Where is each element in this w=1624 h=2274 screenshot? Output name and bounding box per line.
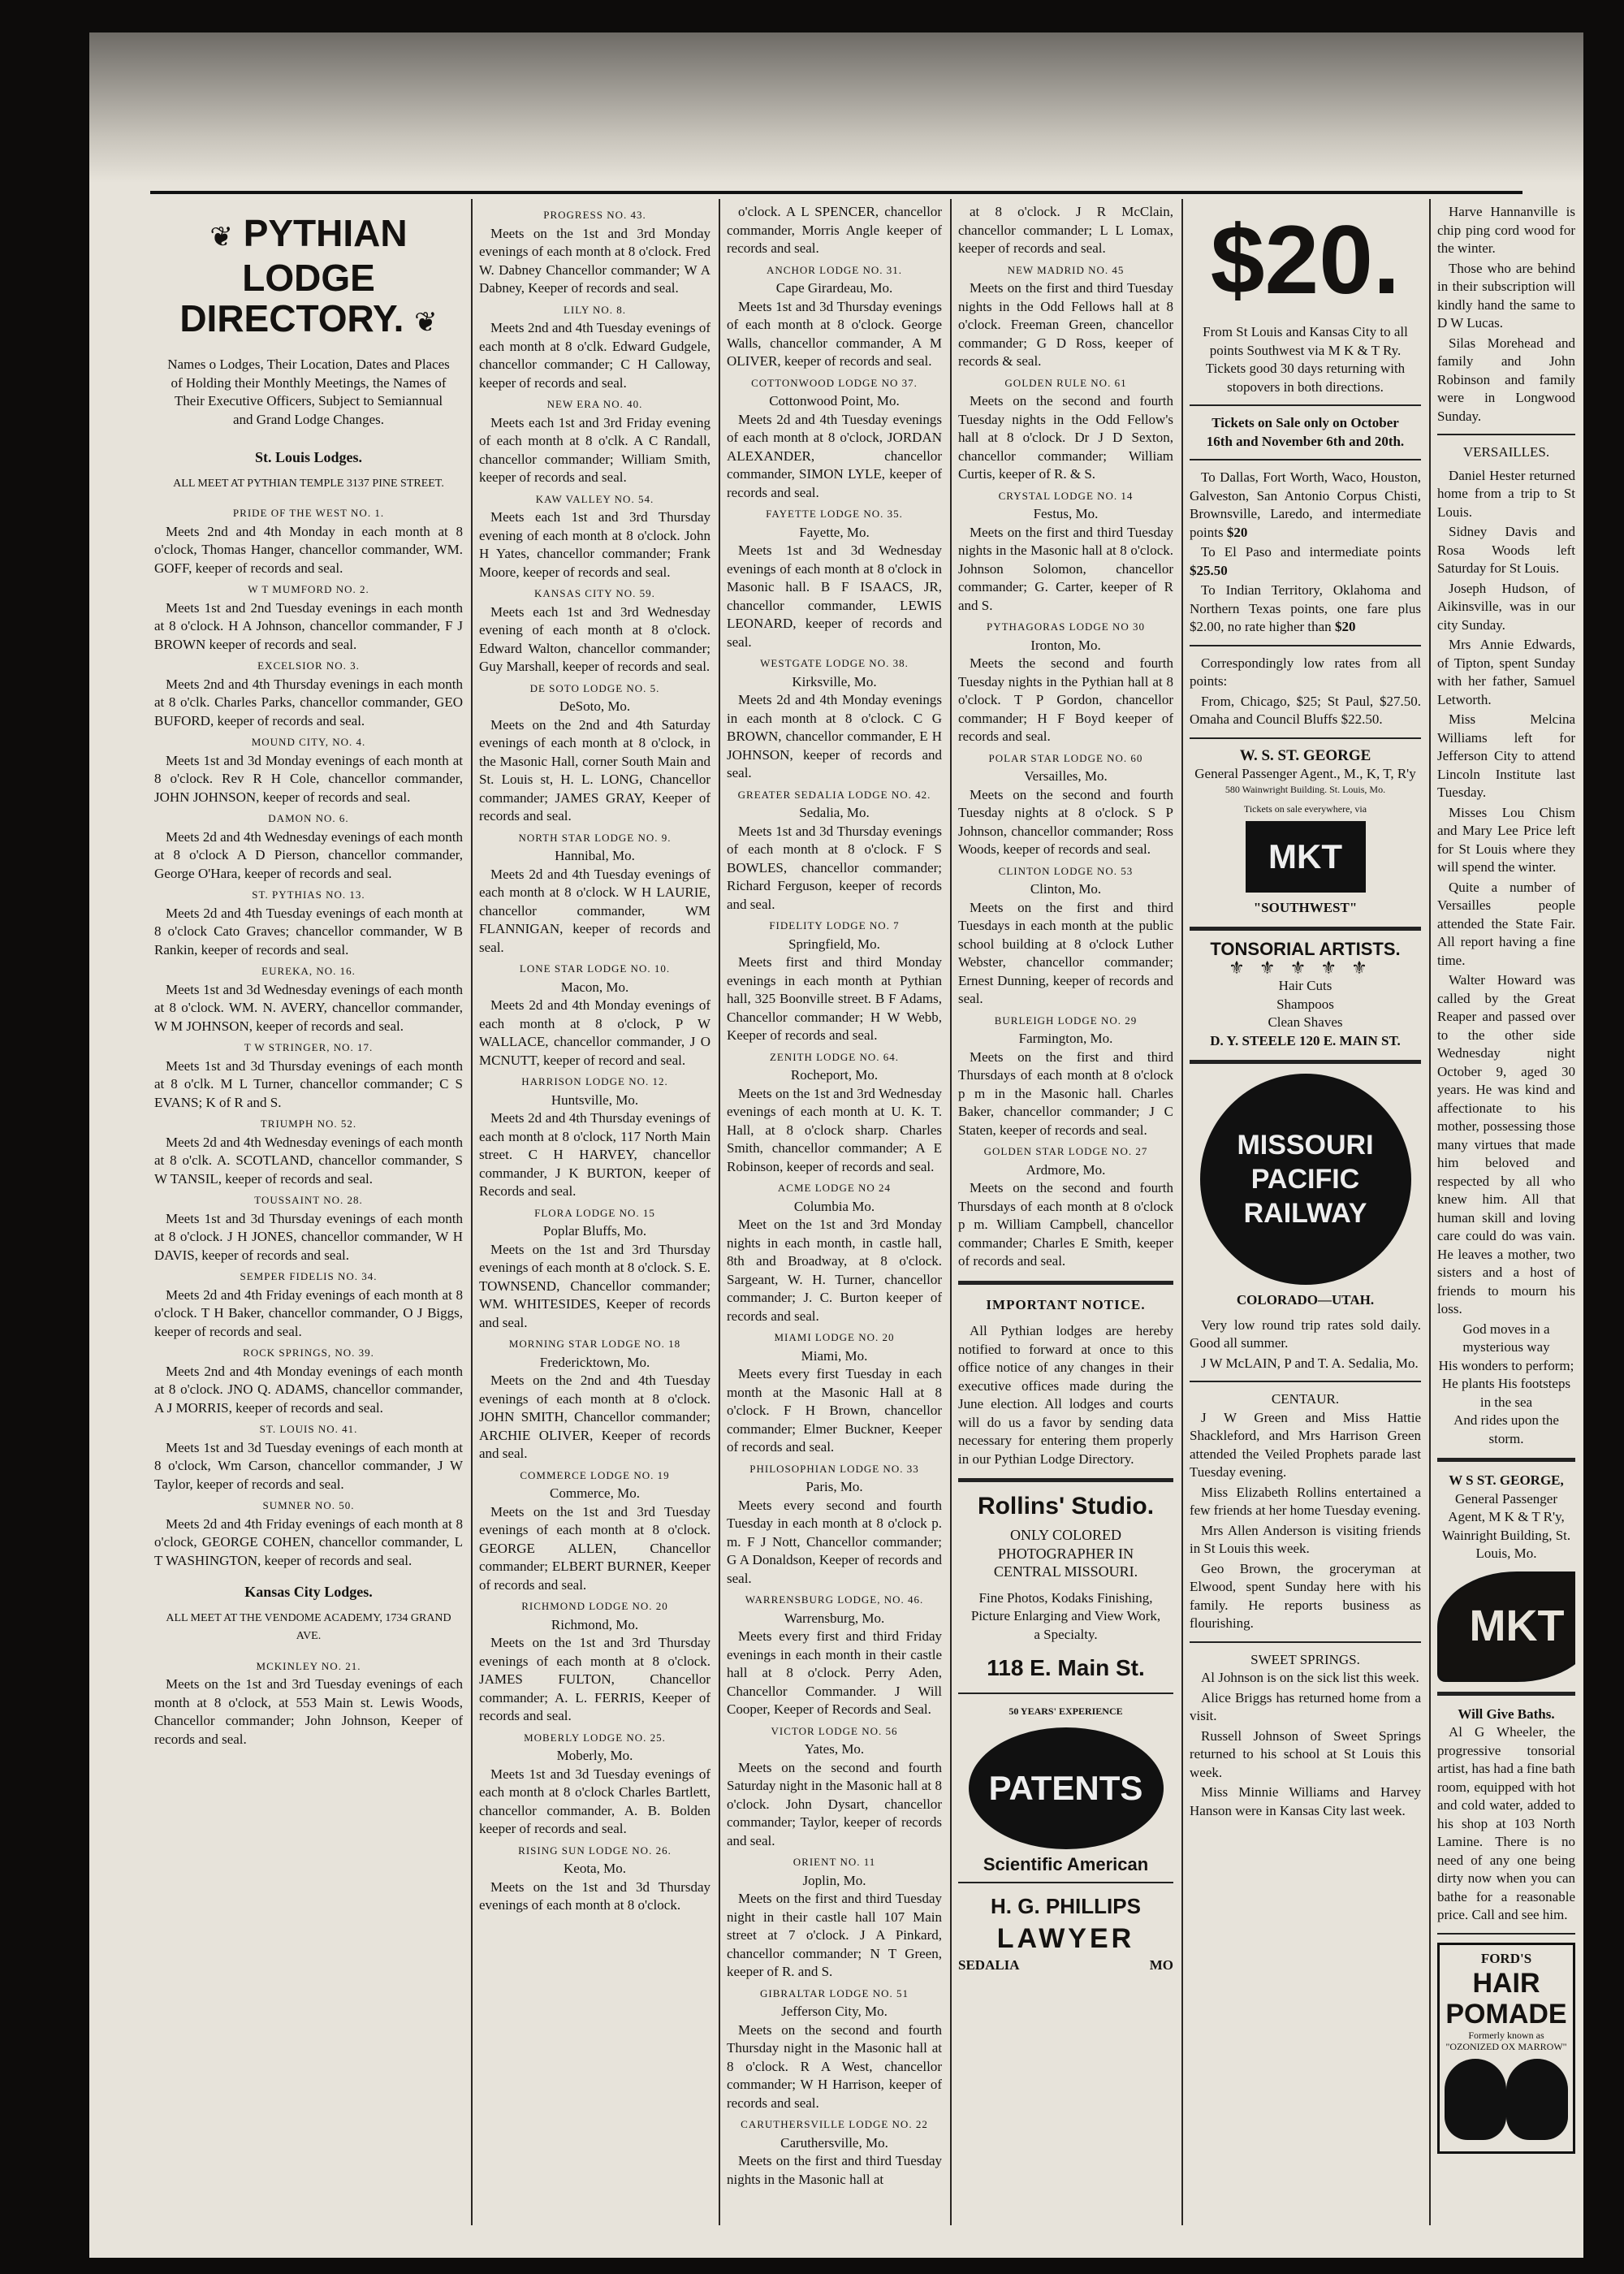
news-item: Daniel Hester returned home from a trip to St Louis. bbox=[1437, 467, 1575, 520]
lodge-location: Huntsville, Mo. bbox=[551, 1092, 639, 1108]
lodge-name: ROCK SPRINGS, NO. 39. bbox=[243, 1347, 374, 1359]
lodge-meeting-text: Meets on the 1st and 3d Thursday evenings of each month at 8 o'clock. bbox=[479, 1878, 710, 1913]
rule bbox=[1190, 1641, 1421, 1643]
lodge-location: Ironton, Mo. bbox=[1030, 637, 1101, 653]
lodge-location: Commerce, Mo. bbox=[550, 1485, 640, 1501]
ornament-icon: ⚜ bbox=[1229, 957, 1259, 978]
news-item: Joseph Hudson, of Aikinsville, was in our city Sunday. bbox=[1437, 580, 1575, 633]
lodge-name: W T MUMFORD NO. 2. bbox=[248, 583, 369, 595]
lodge-name: SEMPER FIDELIS NO. 34. bbox=[240, 1270, 378, 1282]
st-louis-heading: St. Louis Lodges. bbox=[254, 449, 363, 465]
lodge-meeting-text: Meets 2nd and 4th Thursday evenings in each month at 8 o'clk. Charles Parks, chancellor commander, GEO BUFORD, keeper of records and seal. bbox=[154, 676, 463, 728]
lodge-name: CARUTHERSVILLE LODGE NO. 22 bbox=[741, 2118, 928, 2130]
lodge-location: Kirksville, Mo. bbox=[792, 673, 877, 690]
lodge-name: KANSAS CITY NO. 59. bbox=[534, 587, 655, 599]
patents-experience: 50 YEARS' EXPERIENCE bbox=[1009, 1706, 1123, 1717]
poem-line: God moves in a mysterious way bbox=[1462, 1321, 1550, 1355]
lodge-meeting-text: o'clock. A L SPENCER, chancellor commander, Morris Angle keeper of records and seal. bbox=[727, 204, 942, 256]
lodge-name: CLINTON LODGE NO. 53 bbox=[998, 864, 1134, 877]
lodge-meeting-text: Meets on the first and third Tuesday nights in the Odd Fellows hall at 8 o'clock. Freeman Green, chancellor commander; G D Ross, keeper of records & seal. bbox=[958, 280, 1173, 369]
mkt-agent-name: W S ST. GEORGE, bbox=[1449, 1472, 1564, 1488]
lodge-name: GOLDEN RULE NO. 61 bbox=[1004, 376, 1127, 389]
lodge-location: Richmond, Mo. bbox=[551, 1616, 639, 1632]
lodge-name: BURLEIGH LODGE NO. 29 bbox=[994, 1014, 1138, 1027]
lodge-location: Caruthersville, Mo. bbox=[780, 2134, 888, 2151]
lodge-name: NEW MADRID NO. 45 bbox=[1007, 263, 1125, 276]
news-column bbox=[1437, 203, 1575, 2225]
directory-column-3 bbox=[727, 203, 942, 2225]
lodge-meeting-text: Meets on the 1st and 3rd Thursday evenings of each month at 8 o'clock. JAMES FULTON, Chancellor commander; A. L. FERRIS, Keeper of records and seal. bbox=[479, 1635, 710, 1723]
mkt-slogan: "SOUTHWEST" bbox=[1253, 899, 1358, 915]
news-item: Silas Morehead and family and John Robinson and family were in Longwood Sunday. bbox=[1437, 335, 1575, 424]
lodge-name: DE SOTO LODGE NO. 5. bbox=[529, 681, 660, 694]
fords-title: FORD'S bbox=[1480, 1950, 1532, 1966]
lodge-meeting-text: Meets 2d and 4th Tuesday evenings of each month at 8 o'clock. W H LAURIE, chancellor commander, WM FLANNIGAN, keeper of records and seal. bbox=[479, 866, 710, 955]
lodge-location: Yates, Mo. bbox=[804, 1741, 865, 1757]
lodge-location: Joplin, Mo. bbox=[802, 1872, 866, 1888]
lodge-location: Farmington, Mo. bbox=[1018, 1031, 1113, 1046]
fleuron-right-icon: ❦ bbox=[414, 307, 438, 338]
notice-heading: IMPORTANT NOTICE. bbox=[986, 1296, 1146, 1312]
lodge-meeting-text: Meets on the first and third Thursdays of each month at 8 o'clock p m in the Masonic hall. Charles Baker, chancellor commander; J C Staten, keeper of records and seal. bbox=[958, 1048, 1173, 1138]
news-item: Harve Hannanville is chip ping cord wood for the winter. bbox=[1437, 204, 1575, 256]
lodge-meeting-text: Meets every first Tuesday in each month at the Masonic Hall at 8 o'clock. F H Brown, chancellor commander; Elmer Buckner, Keeper of records and seal. bbox=[727, 1366, 942, 1455]
sweet-springs-items bbox=[1190, 1669, 1421, 1820]
lodge-meeting-text: Meets 2d and 4th Tuesday evenings of each month at 8 o'clock Cato Graves; chancellor commander, W B Rankin, keeper of records and seal. bbox=[154, 905, 463, 958]
news-item: Mrs Allen Anderson is visiting friends in St Louis this week. bbox=[1190, 1522, 1421, 1556]
st-louis-lodge-list bbox=[154, 504, 463, 1570]
lodge-name: FLORA LODGE NO. 15 bbox=[534, 1206, 655, 1219]
rollins-services: Fine Photos, Kodaks Finishing, Picture Enlarging and View Work, a Specialty. bbox=[970, 1589, 1161, 1642]
mkt-art-logo: MKT bbox=[1437, 1571, 1575, 1682]
lodge-meeting-text: Meets each 1st and 3rd Wednesday evening of each month at 8 o'clock. Edward Walton, chancellor commander; Guy Marshall, keeper of records and seal. bbox=[479, 603, 710, 674]
news-item: Walter Howard was called by the Great Reaper and passed over to the other side Wednesday night October 9, aged 30 years. He was kind and affectionate to his mother, possessing those many virtues that made him beloved and respected by all who knew him. All that human skill and loving care could do was vain. He leaves a mother, two sisters and a host of friends to mourn his loss. bbox=[1437, 972, 1575, 1316]
lodge-name: COMMERCE LODGE NO. 19 bbox=[520, 1468, 670, 1481]
lodge-meeting-text: Meets 1st and 3d Tuesday evenings of each month at 8 o'clock Charles Bartlett, chancellor commander, A. B. Bolden keeper of records and seal. bbox=[479, 1766, 710, 1836]
lodge-name: POLAR STAR LODGE NO. 60 bbox=[988, 751, 1143, 764]
lodge-name: EXCELSIOR NO. 3. bbox=[257, 659, 360, 672]
lodge-location: Cottonwood Point, Mo. bbox=[769, 393, 900, 409]
lodge-location: DeSoto, Mo. bbox=[559, 698, 631, 714]
rule bbox=[1437, 1458, 1575, 1462]
lodge-list-2 bbox=[479, 206, 710, 1915]
poem-line: And rides upon the storm. bbox=[1453, 1412, 1559, 1446]
lodge-name: FAYETTE LODGE NO. 35. bbox=[766, 508, 903, 520]
patents-ad bbox=[958, 1702, 1173, 1874]
mkt-logo: MKT bbox=[1246, 821, 1366, 893]
lodge-meeting-text: Meets on the 1st and 3rd Tuesday evenings of each month at 8 o'clock. GEORGE ALLEN, Chancellor commander; ELBERT BURNER, Keeper of records and seal. bbox=[479, 1503, 710, 1593]
versailles-items bbox=[1437, 467, 1575, 1319]
rule bbox=[1190, 404, 1421, 406]
ornament-icon: ⚜ bbox=[1259, 957, 1290, 978]
lodge-location: Cape Girardeau, Mo. bbox=[775, 280, 893, 296]
lodge-meeting-text: Meets 1st and 3d Thursday evenings of each month at 8 o'clock. J H JONES, chancellor commander, W H DAVIS, keeper of records and seal. bbox=[154, 1210, 463, 1263]
news-item: J W Green and Miss Hattie Shackleford, and Mrs Harrison Green attended the Veiled Prophets parade last Tuesday evening. bbox=[1190, 1409, 1421, 1480]
tonsorial-services bbox=[1190, 977, 1421, 1032]
lodge-meeting-text: Meets first and third Monday evenings in each month at Pythian hall, 325 Boonville street. B F Adams, Chancellor commander; H W Webb, Keeper of records and seal. bbox=[727, 954, 942, 1043]
lodge-location: Ardmore, Mo. bbox=[1026, 1161, 1106, 1178]
lodge-meeting-text: Meets 2d and 4th Friday evenings of each month at 8 o'clock, GEORGE COHEN, chancellor commander, L T WASHINGTON, keeper of records and seal. bbox=[154, 1515, 463, 1568]
lodge-meeting-text: Meets on the 2nd and 4th Tuesday evenings of each month at 8 o'clock. JOHN SMITH, Chancellor commander; ARCHIE OLIVER, Keeper of records and seal. bbox=[479, 1373, 710, 1461]
news-item: Russell Johnson of Sweet Springs returned to his school at St Louis this week. bbox=[1190, 1727, 1421, 1780]
missouri-pacific-logo bbox=[1200, 1074, 1411, 1285]
lodge-meeting-text: Meets 2d and 4th Monday evenings of each month at 8 o'clock, P W WALLACE, chancellor commander, J O MCNUTT, keeper of record and seal. bbox=[479, 997, 710, 1068]
lodge-name: ST. PYTHIAS NO. 13. bbox=[252, 888, 365, 901]
directory-title-text: PYTHIAN LODGE DIRECTORY. bbox=[179, 212, 408, 339]
lodge-meeting-text: Meets on the second and fourth Tuesday nights in the Odd Fellow's hall at 8 o'clock. Dr J D Sexton, chancellor commander; William Curtis, keeper of R. & S. bbox=[958, 393, 1173, 482]
lodge-list-3 bbox=[727, 203, 942, 2189]
directory-title bbox=[154, 213, 463, 343]
lodge-meeting-text: Meets 2d and 4th Wednesday evenings of each month at 8 o'clock A D Pierson, chancellor commander, George O'Hara, keeper of records and seal. bbox=[154, 828, 463, 881]
lodge-name: NEW ERA NO. 40. bbox=[546, 398, 643, 410]
kansas-city-lodge-list bbox=[154, 1658, 463, 1749]
centaur-items bbox=[1190, 1409, 1421, 1633]
lodge-name: KAW VALLEY NO. 54. bbox=[535, 492, 654, 505]
rule bbox=[1437, 1692, 1575, 1696]
lodge-name: LONE STAR LODGE NO. 10. bbox=[519, 962, 671, 975]
poem-line: He plants His footsteps in the sea bbox=[1441, 1376, 1571, 1410]
poem-line: His wonders to perform; bbox=[1438, 1357, 1574, 1373]
excursion-routes-3-text: To Indian Territory, Oklahoma and Northern Texas points, one fare plus $2.00, no rate higher than bbox=[1190, 582, 1421, 634]
lodge-location: Rocheport, Mo. bbox=[790, 1067, 879, 1083]
column-divider bbox=[1429, 199, 1431, 2225]
lodge-meeting-text: Meets on the 1st and 3rd Wednesday evenings of each month at U. K. T. Hall, at 8 o'clock sharp. Charles Smith, chancellor commander; A E Robinson, keeper of records and seal. bbox=[727, 1085, 942, 1174]
lodge-name: COTTONWOOD LODGE NO 37. bbox=[751, 376, 918, 389]
top-news-items bbox=[1437, 203, 1575, 426]
lodge-meeting-text: Meets on the second and fourth Thursday night in the Masonic hall at 8 o'clock. R A West, chancellor commander; W H Harrison, keeper of records and seal. bbox=[727, 2021, 942, 2111]
tonsorial-service: Clean Shaves bbox=[1268, 1014, 1343, 1030]
head-silhouette-icon bbox=[1506, 2059, 1568, 2140]
excursion-routes-text: To Dallas, Fort Worth, Waco, Houston, Galveston, San Antonio Corpus Chisti, Brownsville, Laredo, and intermediate points bbox=[1190, 469, 1421, 540]
news-item: Misses Lou Chism and Mary Lee Price left for St Louis where they will spend the winter. bbox=[1437, 804, 1575, 875]
notice-text: All Pythian lodges are hereby notified to forward at once to this office notice of any changes in their executive offices made during the June election. All lodges and courts will do us a favor by sending data necessary for entering them properly in our Pythian Lodge Directory. bbox=[958, 1323, 1173, 1467]
lodge-meeting-text: Meets 2nd and 4th Monday evenings of each month at 8 o'clock. JNO Q. ADAMS, chancellor commander, A J MORRIS, keeper of records and seal. bbox=[154, 1363, 463, 1416]
lodge-location: Clinton, Mo. bbox=[1030, 881, 1102, 897]
lodge-meeting-text: Meet on the 1st and 3rd Monday nights in each month, in castle hall, 8th and Broadway, at 8 o'clock. Sargeant, W. H. Turner, chancellor commander; J. C. Burton keeper of records and seal. bbox=[727, 1217, 942, 1324]
tonsorial-heading: TONSORIAL ARTISTS. bbox=[1210, 939, 1401, 959]
lodge-location: Festus, Mo. bbox=[1033, 506, 1099, 521]
lodge-meeting-text: Meets 1st and 3d Monday evenings of each month at 8 o'clock. Rev R H Cole, chancellor commander, JOHN JOHNSON, keeper of records and seal. bbox=[154, 752, 463, 805]
lodge-location: Sedalia, Mo. bbox=[799, 805, 870, 820]
kansas-city-heading: Kansas City Lodges. bbox=[244, 1584, 373, 1600]
lodge-name: PRIDE OF THE WEST NO. 1. bbox=[232, 507, 385, 519]
excursion-routes-2 bbox=[1190, 543, 1421, 580]
lodge-list-4 bbox=[958, 203, 1173, 1271]
lodge-location: Warrensburg, Mo. bbox=[784, 1610, 885, 1626]
versailles-poem bbox=[1437, 1321, 1575, 1449]
rollins-tagline: ONLY COLORED PHOTOGRAPHER IN CENTRAL MISSOURI. bbox=[993, 1527, 1138, 1580]
tonsorial-proprietor: D. Y. STEELE 120 E. MAIN ST. bbox=[1210, 1032, 1401, 1048]
lawyer-title: LAWYER bbox=[996, 1923, 1135, 1954]
rollins-ad bbox=[958, 1492, 1173, 1684]
lodge-meeting-text: Meets every second and fourth Tuesday in each month at 8 o'clock p. m. F J Nott, Chancellor commander; G A Donaldson, Keeper of records and seal. bbox=[727, 1497, 942, 1586]
lodge-meeting-text: Meets each 1st and 3rd Thursday evening of each month at 8 o'clock. John H Yates, chancellor commander; Frank Moore, keeper of records and seal. bbox=[479, 509, 710, 580]
lodge-name: HARRISON LODGE NO. 12. bbox=[521, 1075, 668, 1087]
excursion-price-b: $25.50 bbox=[1190, 562, 1228, 578]
directory-intro: Names o Lodges, Their Location, Dates and Places of Holding their Monthly Meetings, the Names of Their Executive Officers, Subject to Semiannual and Grand Lodge Changes. bbox=[167, 357, 450, 427]
lodge-name: WARRENSBURG LODGE, NO. 46. bbox=[745, 1593, 924, 1606]
news-item: Geo Brown, the groceryman at Elwood, spent Sunday here with his family. He reports business as flourishing. bbox=[1190, 1560, 1421, 1631]
lodge-meeting-text: Meets 2nd and 4th Monday in each month at 8 o'clock, Thomas Hanger, chancellor commander, WM. GOFF, keeper of records and seal. bbox=[154, 523, 463, 576]
mopac-line-1: MISSOURI bbox=[1237, 1130, 1374, 1161]
lodge-meeting-text: Meets 1st and 3d Wednesday evenings of each month at 8 o'clock. WM. N. AVERY, chancellor commander, W M JOHNSON, keeper of records and seal. bbox=[154, 981, 463, 1034]
news-item: Alice Briggs has returned home from a visit. bbox=[1190, 1689, 1421, 1723]
lodge-location: Keota, Mo. bbox=[564, 1861, 626, 1876]
lodge-name: ACME LODGE NO 24 bbox=[777, 1182, 892, 1194]
lodge-location: Fayette, Mo. bbox=[799, 524, 870, 540]
lodge-name: LILY NO. 8. bbox=[563, 303, 627, 316]
lodge-meeting-text: Meets on the first and third Tuesday nights in the Masonic hall at 8 o'clock. Johnson Solomon, chancellor commander; G. Carter, keeper of R and S. bbox=[958, 524, 1173, 613]
rule bbox=[958, 1281, 1173, 1285]
news-item: Miss Elizabeth Rollins entertained a few friends at her home Tuesday evening. bbox=[1190, 1484, 1421, 1518]
mopac-line-2: PACIFIC bbox=[1250, 1164, 1360, 1195]
st-louis-meeting-place: ALL MEET AT PYTHIAN TEMPLE 3137 PINE STREET. bbox=[173, 477, 444, 490]
lodge-meeting-text: Meets 2d and 4th Friday evenings of each month at 8 o'clock. T H Baker, chancellor commander, O J Biggs, keeper of records and seal. bbox=[154, 1286, 463, 1339]
lodge-meeting-text: Meets 1st and 3d Wednesday evenings of each month at 8 o'clock in Masonic hall. B F ISAACS, JR, chancellor commander, LEWIS LEONARD, keeper of records and seal. bbox=[727, 543, 942, 650]
lodge-meeting-text: at 8 o'clock. J R McClain, chancellor commander; L L Lomax, keeper of records and seal. bbox=[958, 204, 1173, 256]
directory-column-1 bbox=[154, 203, 463, 2225]
lodge-location: Poplar Bluffs, Mo. bbox=[542, 1223, 647, 1239]
lodge-name: RICHMOND LODGE NO. 20 bbox=[521, 1600, 668, 1612]
rule bbox=[958, 1693, 1173, 1694]
rule bbox=[1437, 1933, 1575, 1935]
directory-column-4 bbox=[958, 203, 1173, 2225]
mkt-agent-text: General Passenger Agent, M K & T R'y, Wainright Building, St. Louis, Mo. bbox=[1441, 1490, 1571, 1561]
excursion-price: $20. bbox=[1210, 205, 1401, 314]
lodge-meeting-text: Meets on the first and third Tuesday nights in the Masonic hall at bbox=[727, 2153, 942, 2187]
fords-pomade-ad bbox=[1437, 1943, 1575, 2155]
column-divider bbox=[471, 199, 473, 2225]
lodge-name: MCKINLEY NO. 21. bbox=[256, 1659, 361, 1672]
fords-product: HAIR POMADE bbox=[1445, 1968, 1567, 2030]
centaur-heading: CENTAUR. bbox=[1271, 1391, 1340, 1407]
kansas-city-meeting-place: ALL MEET AT THE VENDOME ACADEMY, 1734 GRAND AVE. bbox=[166, 1611, 451, 1642]
lodge-name: GOLDEN STAR LODGE NO. 27 bbox=[983, 1145, 1148, 1157]
rollins-address: 118 E. Main St. bbox=[987, 1655, 1145, 1680]
lawyer-ad bbox=[958, 1891, 1173, 1975]
tonsorial-ornaments bbox=[1190, 959, 1421, 978]
lodge-name: RISING SUN LODGE NO. 26. bbox=[518, 1844, 672, 1857]
excursion-routes-2-text: To El Paso and intermediate points bbox=[1201, 544, 1421, 560]
news-item: Miss Melcina Williams left for Jefferson City to attend Lincoln Institute last Tuesday. bbox=[1437, 711, 1575, 800]
fleuron-left-icon: ❦ bbox=[209, 222, 233, 253]
excursion-agent-address: 580 Wainwright Building. St. Louis, Mo. bbox=[1224, 783, 1386, 795]
lodge-location: Fredericktown, Mo. bbox=[539, 1354, 650, 1370]
lodge-meeting-text: Meets on the 1st and 3rd Tuesday evenings of each month at 8 o'clock, at 553 Main st. Lewis Woods, Chancellor commander; John Johnson, Keeper of records and seal. bbox=[154, 1676, 463, 1747]
lodge-name: PYTHAGORAS LODGE NO 30 bbox=[987, 620, 1145, 633]
sweet-springs-heading: SWEET SPRINGS. bbox=[1250, 1651, 1360, 1667]
tonsorial-service: Shampoos bbox=[1276, 996, 1334, 1012]
lodge-location: Springfield, Mo. bbox=[788, 936, 880, 952]
excursion-agent-name: W. S. ST. GEORGE bbox=[1239, 746, 1371, 764]
excursion-low-rates: Correspondingly low rates from all points: bbox=[1190, 655, 1421, 689]
head-silhouette-icon bbox=[1445, 2059, 1506, 2140]
lodge-name: CRYSTAL LODGE NO. 14 bbox=[998, 489, 1134, 502]
lodge-meeting-text: Meets on the first and third Tuesday night in their castle hall 107 Main street at 7 o'clock. J A Pinkard, chancellor commander; N T Green, keeper of R. and S. bbox=[727, 1891, 942, 1979]
lodge-name: WESTGATE LODGE NO. 38. bbox=[760, 657, 909, 669]
lodge-meeting-text: Meets 2d and 4th Thursday evenings of each month at 8 o'clock, 117 North Main street. C H HARVEY, chancellor commander, J K BURTON, keeper of Records and seal. bbox=[479, 1110, 710, 1199]
lodge-name: MIAMI LODGE NO. 20 bbox=[774, 1331, 895, 1343]
lodge-name: T W STRINGER, NO. 17. bbox=[244, 1041, 374, 1053]
column-divider bbox=[1181, 199, 1183, 2225]
lodge-meeting-text: Meets on the 1st and 3rd Monday evenings of each month at 8 o'clock. Fred W. Dabney Chancellor commander; W A Dabney, Keeper of records and seal. bbox=[479, 225, 710, 296]
lodge-location: Hannibal, Mo. bbox=[555, 848, 635, 863]
newspaper-page bbox=[89, 32, 1583, 2258]
lodge-name: FIDELITY LODGE NO. 7 bbox=[769, 919, 900, 932]
mopac-route: COLORADO—UTAH. bbox=[1236, 1292, 1375, 1308]
lodge-name: PHILOSOPHIAN LODGE NO. 33 bbox=[749, 1462, 919, 1475]
lodge-name: GREATER SEDALIA LODGE NO. 42. bbox=[737, 788, 931, 801]
column-divider bbox=[719, 199, 720, 2225]
lodge-name: NORTH STAR LODGE NO. 9. bbox=[518, 831, 672, 844]
ornament-icon: ⚜ bbox=[1289, 957, 1321, 978]
news-item: Al Johnson is on the sick list this week. bbox=[1201, 1670, 1419, 1685]
lodge-name: EUREKA, NO. 16. bbox=[261, 965, 356, 977]
lodge-name: SUMNER NO. 50. bbox=[262, 1499, 355, 1511]
news-item: Quite a number of Versailles people attended the State Fair. All report having a fine time. bbox=[1437, 879, 1575, 968]
lodge-name: MOUND CITY, NO. 4. bbox=[251, 736, 366, 748]
lodge-name: TOUSSAINT NO. 28. bbox=[254, 1194, 363, 1206]
lawyer-location bbox=[958, 1956, 1173, 1975]
baths-text: Al G Wheeler, the progressive tonsorial artist, has had a fine bath room, equipped with hot and cold water, added to his shop at 103 North Lamine. There is no need of any one being dirty now when you can bathe for a reasonable price. Call and see him. bbox=[1437, 1724, 1575, 1922]
lodge-meeting-text: Meets the second and fourth Tuesday nights in the Pythian hall at 8 o'clock. T P Gordon, chancellor commander; H F Boyd keeper of records and seal. bbox=[958, 655, 1173, 744]
lodge-location: Versailles, Mo. bbox=[1024, 768, 1108, 784]
patents-seal: PATENTS bbox=[969, 1727, 1164, 1849]
rule bbox=[1190, 737, 1421, 739]
excursion-tickets: Tickets on sale everywhere, via bbox=[1243, 802, 1367, 815]
lodge-meeting-text: Meets on the 2nd and 4th Saturday evenings of each month at 8 o'clock, in the Masonic Hall, corner South Main and St. Louis st, H. L. LONG, Chancellor commander; JAMES GRAY, Keeper of records and seal. bbox=[479, 716, 710, 824]
excursion-routes-3 bbox=[1190, 581, 1421, 637]
lodge-meeting-text: Meets every first and third Friday evenings in each month in their castle hall at 8 o'clock. Perry Aden, Chancellor Commander. J Will Cooper, Keeper of Records and Seal. bbox=[727, 1628, 942, 1717]
lodge-name: MOBERLY LODGE NO. 25. bbox=[524, 1731, 666, 1744]
lodge-name: ST. LOUIS NO. 41. bbox=[259, 1423, 358, 1435]
rule bbox=[958, 1882, 1173, 1883]
lodge-name: ANCHOR LODGE NO. 31. bbox=[767, 263, 902, 276]
mopac-line-3: RAILWAY bbox=[1243, 1198, 1367, 1229]
column-divider bbox=[950, 199, 952, 2225]
patents-magazine: Scientific American bbox=[983, 1853, 1149, 1874]
lodge-meeting-text: Meets 2d and 4th Monday evenings in each month at 8 o'clock. C G BROWN, chancellor commander, E H JOHNSON, keeper of records and seal. bbox=[727, 692, 942, 780]
baths-heading: Will Give Baths. bbox=[1458, 1706, 1555, 1722]
lodge-meeting-text: Meets 2d and 4th Wednesday evenings of each month at 8 o'clk. A. SCOTLAND, chancellor commander, S W TANSIL, keeper of records and seal. bbox=[154, 1134, 463, 1187]
lawyer-city: SEDALIA bbox=[958, 1957, 1020, 1973]
lodge-meeting-text: Meets 1st and 3d Thursday evenings of each month at 8 o'clk. M L Turner, chancellor commander; C S EVANS; K of R and S. bbox=[154, 1057, 463, 1110]
news-item: Miss Minnie Williams and Harvey Hanson were in Kansas City last week. bbox=[1190, 1784, 1421, 1818]
lodge-location: Jefferson City, Mo. bbox=[781, 2004, 888, 2019]
lodge-meeting-text: Meets 1st and 3d Thursday evenings of each month at 8 o'clock. George Walls, chancellor commander, A M OLIVER, keeper of records and seal. bbox=[727, 298, 942, 369]
excursion-dates: Tickets on Sale only on October 16th and November 6th and 20th. bbox=[1206, 415, 1405, 449]
lodge-meeting-text: Meets 1st and 2nd Tuesday evenings in each month at 8 o'clock. H A Johnson, chancellor commander, F J BROWN keeper of records and seal. bbox=[154, 599, 463, 652]
top-rule bbox=[150, 191, 1522, 194]
lodge-location: Miami, Mo. bbox=[801, 1347, 868, 1364]
lodge-name: PROGRESS NO. 43. bbox=[543, 209, 646, 221]
lodge-location: Paris, Mo. bbox=[806, 1479, 863, 1494]
excursion-price-c: $20 bbox=[1334, 619, 1356, 634]
lodge-meeting-text: Meets on the 1st and 3rd Thursday evenings of each month at 8 o'clock. S. E. TOWNSEND, Chancellor commander; WM. WHITESIDES, Keeper of records and seal. bbox=[479, 1241, 710, 1330]
lodge-name: VICTOR LODGE NO. 56 bbox=[771, 1724, 898, 1737]
lodge-meeting-text: Meets 1st and 3d Tuesday evenings of each month at 8 o'clock, Wm Carson, chancellor commander, J W Taylor, keeper of records and seal. bbox=[154, 1439, 463, 1492]
lodge-meeting-text: Meets 1st and 3d Thursday evenings of each month at 8 o'clock. F S BOWLES, chancellor commander; Richard Ferguson, keeper of records and seal. bbox=[727, 823, 942, 912]
tonsorial-service: Hair Cuts bbox=[1278, 978, 1332, 993]
ornament-icon: ⚜ bbox=[1320, 957, 1352, 978]
lawyer-state: MO bbox=[1149, 1957, 1173, 1973]
excursion-from: From, Chicago, $25; St Paul, $27.50. Omaha and Council Bluffs $22.50. bbox=[1190, 693, 1421, 727]
rule bbox=[1190, 459, 1421, 460]
versailles-heading: VERSAILLES. bbox=[1462, 444, 1550, 460]
lodge-location: Moberly, Mo. bbox=[556, 1748, 633, 1763]
ornament-icon: ⚜ bbox=[1351, 957, 1382, 978]
lodge-name: ORIENT NO. 11 bbox=[793, 1856, 876, 1868]
rule bbox=[1437, 434, 1575, 435]
excursion-price-a: $20 bbox=[1226, 524, 1248, 540]
lodge-name: DAMON NO. 6. bbox=[268, 812, 349, 824]
rule bbox=[1190, 1060, 1421, 1064]
mopac-agent: J W McLAIN, P and T. A. Sedalia, Mo. bbox=[1201, 1355, 1419, 1371]
lodge-name: GIBRALTAR LODGE NO. 51 bbox=[760, 1987, 909, 1999]
mopac-text: Very low round trip rates sold daily. Good all summer. bbox=[1190, 1316, 1421, 1351]
lodge-location: Columbia Mo. bbox=[793, 1198, 875, 1214]
lodge-meeting-text: Meets 2nd and 4th Tuesday evenings of each month at 8 o'clk. Edward Gudgele, chancellor commander; C H Calloway, keeper of records and seal. bbox=[479, 320, 710, 391]
excursion-text: From St Louis and Kansas City to all points Southwest via M K & T Ry. Tickets good 30 days returning with stopovers in both directions. bbox=[1203, 324, 1408, 395]
rule bbox=[958, 1478, 1173, 1482]
lodge-location: Macon, Mo. bbox=[560, 979, 629, 995]
fords-sub: Formerly known as "OZONIZED OX MARROW" bbox=[1445, 2030, 1567, 2052]
news-item: Those who are behind in their subscription will kindly hand the same to D W Lucas. bbox=[1437, 260, 1575, 331]
lawyer-name: H. G. PHILLIPS bbox=[991, 1894, 1141, 1918]
lodge-meeting-text: Meets 2d and 4th Tuesday evenings of each month at 8 o'clock, JORDAN ALEXANDER, chancellor commander, SIMON LYLE, keeper of records and seal. bbox=[727, 411, 942, 500]
news-item: Mrs Annie Edwards, of Tipton, spent Sunday with her father, Samuel Letworth. bbox=[1437, 637, 1575, 707]
rule bbox=[1190, 645, 1421, 646]
lodge-name: ZENITH LODGE NO. 64. bbox=[769, 1050, 899, 1063]
lodge-meeting-text: Meets each 1st and 3rd Friday evening of each month at 8 o'clk. A C Randall, chancellor commander; William Smith, keeper of records and seal. bbox=[479, 414, 710, 485]
fords-illustration bbox=[1445, 2059, 1568, 2140]
ads-column bbox=[1190, 203, 1421, 2225]
lodge-meeting-text: Meets on the second and fourth Thursdays of each month at 8 o'clock p m. William Campbell, chancellor commander; Charles E Smith, keeper of records and seal. bbox=[958, 1180, 1173, 1269]
lodge-name: MORNING STAR LODGE NO. 18 bbox=[508, 1338, 681, 1350]
news-item: Sidney Davis and Rosa Woods left Saturday for St Louis. bbox=[1437, 524, 1575, 576]
lodge-meeting-text: Meets on the second and fourth Tuesday nights at 8 o'clock. S P Johnson, chancellor commander; Ross Woods, keeper of records and seal. bbox=[958, 786, 1173, 857]
excursion-agent-title: General Passenger Agent., M., K, T, R'y bbox=[1194, 766, 1416, 781]
lodge-name: TRIUMPH NO. 52. bbox=[260, 1118, 357, 1130]
rule bbox=[1190, 927, 1421, 931]
directory-column-2 bbox=[479, 203, 710, 2225]
lodge-meeting-text: Meets on the first and third Tuesdays in each month at the public school building at 8 o'clock Luther Webster, chancellor commander; Ernest Dunning, keeper of records and seal. bbox=[958, 899, 1173, 1006]
rollins-name: Rollins' Studio. bbox=[977, 1493, 1155, 1520]
rule bbox=[1190, 1381, 1421, 1382]
excursion-routes bbox=[1190, 469, 1421, 542]
lodge-meeting-text: Meets on the second and fourth Saturday night in the Masonic hall at 8 o'clock. John Dysart, chancellor commander; Taylor, keeper of records and seal. bbox=[727, 1759, 942, 1848]
